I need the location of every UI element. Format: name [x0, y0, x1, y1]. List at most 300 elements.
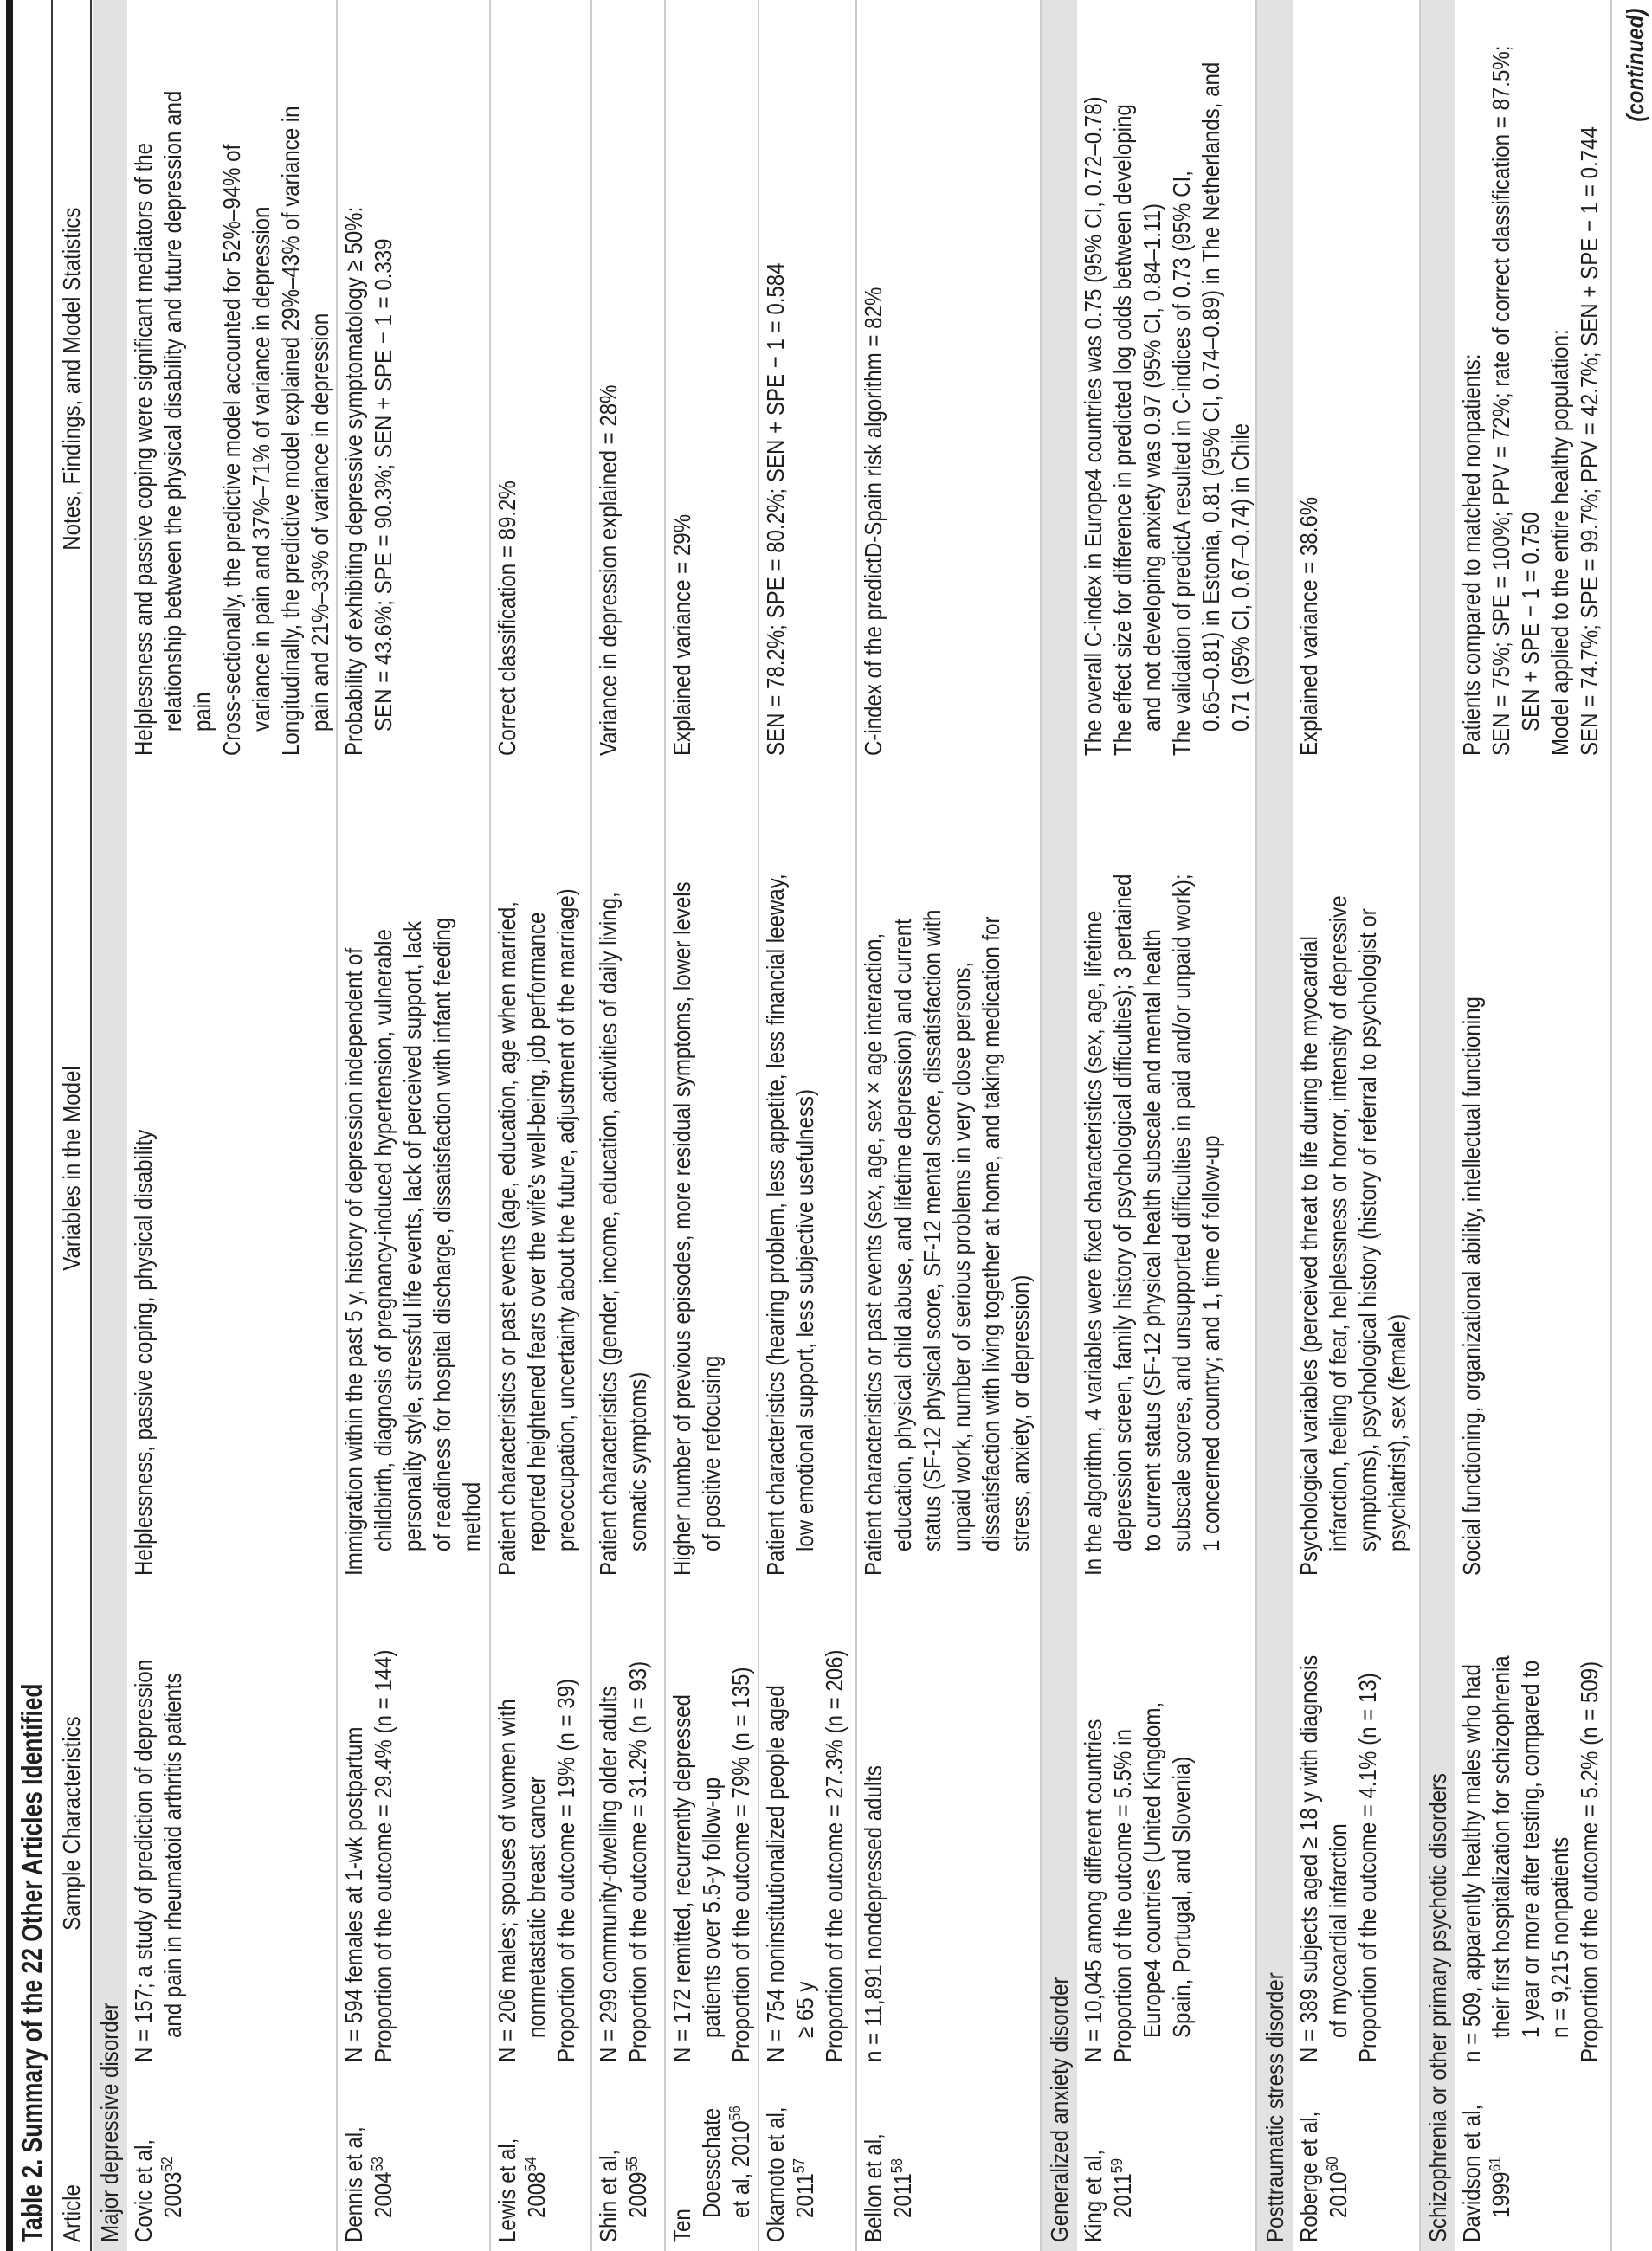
article-text-part: 2010: [1325, 2171, 1352, 2218]
cell-text: Patients compared to matched nonpatients:: [1458, 353, 1485, 756]
notes-cell: [339, 117, 398, 756]
cell-line: [276, 0, 306, 756]
cell-text: of positive refocusing: [698, 1355, 725, 1551]
table-row: [666, 0, 759, 2251]
sample-cell: [129, 1594, 188, 2062]
sample-cell: [1079, 1648, 1197, 2062]
cell-line: [859, 1717, 888, 2062]
cell-line: [1006, 805, 1036, 1576]
cell-line: [217, 0, 247, 756]
article-line: [1108, 2134, 1138, 2242]
cell-line: [697, 769, 726, 1576]
cell-text: In the algorithm, 4 variables were fixed characteristics (sex, age, lifetime: [1080, 910, 1107, 1576]
cell-line: [668, 769, 697, 1576]
reference-number: 55: [623, 2157, 641, 2172]
cell-line: [623, 1596, 653, 2062]
article-cell: [1457, 2082, 1516, 2242]
cell-line: [522, 781, 552, 1576]
cell-text: Psychological variables (perceived threat to life during the myocardial: [1295, 936, 1322, 1576]
article-text: [369, 2157, 398, 2218]
cell-line: [493, 435, 522, 756]
table-row: [1077, 0, 1257, 2251]
cell-line: [1294, 455, 1324, 756]
cell-line: [697, 1603, 726, 2062]
cell-text: n = 9,215 nonpatients: [1546, 1836, 1573, 2038]
notes-cell: [594, 325, 623, 756]
article-line: [339, 2107, 369, 2242]
section-label: Posttraumatic stress disorder: [1262, 1972, 1288, 2242]
cell-text: reported heightened fears over the wife’s well-being, job performance: [523, 912, 550, 1551]
cell-text: The effect size for difference in predicted log odds between developing: [1109, 104, 1136, 756]
cell-line: [977, 805, 1006, 1576]
cell-text: Patient characteristics (gender, income, education, activities of daily living,: [595, 892, 622, 1576]
cell-text: Model applied to the entire healthy population:: [1546, 329, 1573, 756]
cell-line: [594, 781, 623, 1576]
notes-cell: [493, 435, 522, 756]
reference-number: 58: [888, 2157, 906, 2174]
cell-line: [726, 1603, 756, 2062]
column-header-sample: [53, 1584, 90, 2062]
cell-line: [1575, 1593, 1604, 2062]
cell-text: and pain in rheumatoid arthritis patients: [159, 1673, 186, 2038]
cell-line: [398, 815, 428, 1576]
article-line: [493, 2121, 522, 2242]
article-text-part: Ten: [668, 2209, 695, 2242]
article-cell: [859, 2116, 918, 2242]
article-line: [623, 2134, 653, 2242]
table-row: [127, 0, 338, 2251]
article-text-part: 2009: [624, 2171, 651, 2218]
cell-text: subscale scores, and unsupported difficulties in paid and/or unpaid work);: [1168, 874, 1195, 1551]
section-label: Schizophrenia or other primary psychotic disorders: [1424, 1772, 1451, 2242]
article-line: [697, 2087, 726, 2242]
cell-line: [623, 781, 653, 1576]
article-line: [859, 2116, 888, 2242]
variables-cell: [493, 781, 581, 1576]
article-text-part: 1999: [1487, 2171, 1514, 2218]
variables-cell: [339, 815, 487, 1576]
article-cell: [594, 2134, 653, 2242]
article-text-part: Shin et al,: [595, 2149, 622, 2242]
cell-line: [129, 1057, 158, 1576]
cell-line: [1353, 789, 1383, 1576]
cell-line: [247, 0, 276, 756]
article-line: [761, 2085, 791, 2242]
article-cell: [493, 2121, 552, 2242]
cell-line: [1516, 0, 1546, 756]
cell-text: 0.71 (95% CI, 0.67–0.74) in Chile: [1227, 422, 1254, 732]
cell-line: [1516, 1593, 1546, 2062]
cell-text: Social functioning, organizational ability, intellectual functioning: [1458, 997, 1485, 1576]
cell-line: [1294, 1589, 1324, 2062]
cell-line: [918, 805, 947, 1576]
cell-line: [129, 1594, 158, 2062]
cell-line: [158, 1594, 188, 2062]
reference-number: 57: [791, 2157, 808, 2174]
cell-text: nonmetastatic breast cancer: [523, 1776, 550, 2038]
cell-line: [1353, 1589, 1383, 2062]
article-line: [1324, 2090, 1353, 2242]
variables-cell: [1457, 902, 1487, 1576]
cell-line: [1079, 0, 1108, 756]
cell-line: [1226, 0, 1255, 756]
cell-line: [158, 0, 188, 756]
article-text-part: 2003: [159, 2171, 186, 2218]
article-text: [594, 2150, 623, 2242]
cell-line: [761, 759, 791, 1576]
cell-text: Immigration within the past 5 y, history of depression independent of: [340, 947, 367, 1576]
article-text: [761, 2106, 791, 2242]
header-bottom-rule: [90, 0, 92, 2251]
article-text-part: et al, 2010: [727, 2120, 754, 2218]
article-text: [1487, 2157, 1516, 2218]
reference-number: 52: [158, 2157, 176, 2172]
article-line: [1079, 2134, 1108, 2242]
cell-text: Patient characteristics or past events (age, education, age when married,: [494, 900, 520, 1576]
cell-line: [493, 1616, 522, 2062]
article-text-part: Doesschate: [698, 2107, 725, 2218]
cell-text: Spain, Portugal, and Slovenia): [1168, 1756, 1195, 2038]
sample-cell: [761, 1583, 849, 2062]
table-title-text: Table 2. Summary of the 22 Other Articles Identified: [16, 1683, 48, 2242]
cell-text: Probability of exhibiting depressive symptomatology ≥ 50%:: [340, 206, 367, 756]
sample-cell: [1457, 1593, 1604, 2062]
column-header-variables-text: Variables in the Model: [58, 1066, 85, 1272]
cell-line: [1324, 789, 1353, 1576]
cell-text: Higher number of previous episodes, more residual symptoms, lower levels: [668, 881, 695, 1576]
reference-number: 53: [369, 2157, 386, 2172]
cell-line: [1138, 0, 1167, 756]
cell-line: [1294, 789, 1324, 1576]
cell-line: [1487, 0, 1516, 756]
cell-line: [1108, 0, 1138, 756]
article-text: [1294, 2112, 1324, 2242]
cell-text: Explained variance = 29%: [668, 513, 695, 756]
cell-line: [888, 805, 918, 1576]
cell-line: [1457, 1593, 1487, 2062]
cell-text: unpaid work, number of serious problems in very close persons,: [948, 961, 975, 1551]
article-cell: [668, 2087, 756, 2242]
variables-cell: [1079, 764, 1226, 1576]
cell-text: patients over 5.5-y follow-up: [698, 1777, 725, 2038]
cell-line: [1546, 0, 1575, 756]
sample-cell: [1294, 1589, 1383, 2062]
variables-cell: [594, 781, 653, 1576]
cell-text: Proportion of the outcome = 4.1% (n = 13): [1354, 1673, 1381, 2062]
table-row: [491, 0, 592, 2251]
article-line: [129, 2123, 158, 2243]
notes-cell: [859, 210, 888, 756]
cell-text: dissatisfaction with living together at home, and taking medication for: [978, 916, 1004, 1551]
sample-cell: [339, 1583, 398, 2062]
section-header: [1042, 0, 1077, 2251]
cell-text: SEN = 75%; SPE = 100%; PPV = 72%; rate of correct classification = 87.5%;: [1487, 45, 1514, 756]
cell-text: SEN = 43.6%; SPE = 90.3%; SEN + SPE − 1 = 0.339: [370, 238, 397, 732]
cell-text: The validation of predictA resulted in C-indices of 0.73 (95% CI,: [1168, 171, 1195, 756]
table-row: [759, 0, 857, 2251]
cell-line: [947, 805, 977, 1576]
cell-line: [594, 325, 623, 756]
cell-line: [859, 805, 888, 1576]
cell-text: somatic symptoms): [624, 1371, 651, 1551]
cell-text: SEN + SPE − 1 = 0.750: [1517, 512, 1544, 732]
cell-line: [369, 1583, 398, 2062]
cell-text: C-index of the predictD-Spain risk algorithm = 82%: [860, 287, 887, 756]
cell-text: low emotional support, less subjective usefulness): [791, 1088, 818, 1551]
cell-text: Proportion of the outcome = 29.4% (n = 144): [370, 1649, 397, 2062]
cell-line: [1457, 902, 1487, 1576]
notes-cell: [761, 183, 791, 756]
cell-text: 0.65–0.81) in Estonia, 0.81 (95% CI, 0.74–0.89) in The Netherlands, and: [1197, 61, 1224, 732]
article-text-part: Lewis et al,: [494, 2138, 520, 2242]
article-text-part: 2011: [1109, 2173, 1136, 2218]
cell-line: [668, 474, 697, 756]
cell-text: N = 10,045 among different countries: [1080, 1719, 1107, 2062]
cell-text: of readiness for hospital discharge, dissatisfaction with infant feeding: [429, 917, 455, 1551]
continued-note: [1621, 9, 1650, 140]
cell-text: depression screen, family history of psychological difficulties); 3 pertained: [1109, 874, 1136, 1551]
cell-line: [1487, 1593, 1516, 2062]
cell-text: their first hospitalization for schizophrenia: [1487, 1655, 1514, 2038]
cell-line: [791, 759, 820, 1576]
cell-line: [594, 1596, 623, 2062]
table-body: [93, 0, 1612, 2251]
article-line: [594, 2134, 623, 2242]
article-text-part: 2011: [889, 2173, 916, 2218]
cell-line: [761, 1583, 791, 2062]
section-header: [1421, 0, 1455, 2251]
article-text: [1079, 2150, 1108, 2242]
article-text: [623, 2157, 653, 2218]
table-row: [338, 0, 491, 2251]
cell-text: Variance in depression explained = 28%: [595, 384, 622, 756]
variables-cell: [859, 805, 1036, 1576]
cell-text: relationship between the physical disability and future depression and: [159, 90, 186, 732]
cell-text: Helplessness and passive coping were significant mediators of the: [130, 142, 157, 756]
article-text: [1457, 2105, 1487, 2242]
cell-line: [457, 815, 487, 1576]
cell-text: Europe4 countries (United Kingdom,: [1139, 1701, 1165, 2038]
article-text: [493, 2138, 522, 2242]
article-text: [726, 2106, 756, 2218]
reference-number: 54: [522, 2157, 539, 2172]
cell-line: [1138, 764, 1167, 1576]
cell-line: [339, 815, 369, 1576]
notes-cell: [1457, 0, 1604, 756]
cell-line: [1575, 0, 1604, 756]
cell-line: [1324, 1589, 1353, 2062]
cell-line: [369, 117, 398, 756]
table-row: [592, 0, 666, 2251]
article-line: [888, 2116, 918, 2242]
article-cell: [339, 2107, 398, 2242]
section-header: [1257, 0, 1293, 2251]
cell-text: symptoms), psychological history (history of referral to psychologist or: [1354, 908, 1381, 1551]
article-text: [1324, 2157, 1353, 2218]
variables-cell: [1294, 789, 1412, 1576]
cell-line: [668, 1603, 697, 2062]
article-text-part: 2008: [523, 2171, 550, 2218]
cell-line: [188, 0, 217, 756]
cell-text: n = 11,891 nondepressed adults: [860, 1765, 887, 2062]
article-cell: [1079, 2134, 1138, 2242]
cell-line: [859, 210, 888, 756]
cell-line: [1167, 1648, 1197, 2062]
notes-cell: [668, 474, 697, 756]
article-line: [158, 2123, 188, 2243]
article-text: [668, 2209, 697, 2242]
cell-text: Explained variance = 38.6%: [1295, 496, 1322, 756]
article-cell: [129, 2123, 188, 2243]
notes-cell: [129, 0, 335, 756]
column-header-sample-text: Sample Characteristics: [58, 1716, 85, 1931]
cell-text: pain and 21%–33% of variance in depression: [307, 313, 333, 732]
cell-line: [820, 1583, 849, 2062]
cell-text: Proportion of the outcome = 19% (n = 39): [552, 1678, 579, 2062]
article-text-part: Okamoto et al,: [762, 2106, 789, 2242]
cell-line: [552, 1616, 581, 2062]
article-text-part: Davidson et al,: [1458, 2104, 1485, 2242]
cell-text: psychiatrist), sex (female): [1384, 1313, 1410, 1551]
article-line: [522, 2121, 552, 2242]
article-line: [1487, 2082, 1516, 2242]
reference-number: 56: [726, 2106, 744, 2121]
cell-text: of myocardial infarction: [1325, 1823, 1352, 2038]
article-text: [888, 2158, 918, 2218]
article-line: [1294, 2090, 1324, 2242]
article-line: [726, 2087, 756, 2242]
section-label: Generalized anxiety disorder: [1046, 1977, 1073, 2242]
sample-cell: [859, 1717, 888, 2062]
article-text-part: Dennis et al,: [340, 2126, 367, 2242]
cell-text: infarction, feeling of fear, helplessness or horror, intensity of depressive: [1325, 895, 1352, 1551]
cell-text: N = 389 subjects aged ≥ 18 y with diagnosis: [1295, 1654, 1322, 2062]
cell-line: [369, 815, 398, 1576]
cell-line: [339, 1583, 369, 2062]
reference-number: 61: [1487, 2157, 1504, 2172]
cell-line: [339, 117, 369, 756]
cell-text: stress, anxiety, or depression): [1007, 1274, 1034, 1551]
cell-text: Longitudinally, the predictive model explained 29%–43% of variance in: [277, 106, 304, 756]
cell-text: 1 concerned country; and 1, time of follow-up: [1197, 1135, 1224, 1551]
article-line: [668, 2087, 697, 2242]
notes-cell: [1079, 0, 1255, 756]
cell-line: [1079, 1648, 1108, 2062]
cell-line: [1546, 1593, 1575, 2062]
cell-text: education, physical child abuse, and lifetime depression) and current: [889, 919, 916, 1551]
cell-line: [791, 1583, 820, 2062]
cell-text: and not developing anxiety was 0.97 (95% CI, 0.84–1.11): [1139, 203, 1165, 732]
cell-text: status (SF-12 physical score, SF-12 mental score, dissatisfaction with: [919, 909, 945, 1551]
article-text: [158, 2157, 188, 2218]
article-text-part: Roberge et al,: [1295, 2111, 1322, 2242]
cell-text: Proportion of the outcome = 31.2% (n = 93): [624, 1661, 651, 2062]
sample-cell: [493, 1616, 581, 2062]
cell-line: [1457, 0, 1487, 756]
column-header-article-text: Article: [58, 2184, 85, 2242]
cell-text: Patient characteristics (hearing problem, less appetite, less financial leeway,: [762, 874, 789, 1576]
cell-line: [1383, 789, 1412, 1576]
article-text: [791, 2158, 820, 2218]
cell-line: [129, 0, 158, 756]
cell-line: [761, 183, 791, 756]
cell-text: The overall C-index in Europe4 countries was 0.75 (95% CI, 0.72–0.78): [1080, 96, 1107, 756]
article-text: [339, 2126, 369, 2242]
variables-cell: [129, 1057, 158, 1576]
article-text: [1108, 2158, 1138, 2218]
sample-cell: [668, 1603, 756, 2062]
article-text: [129, 2139, 158, 2242]
cell-text: N = 172 remitted, recurrently depressed: [668, 1694, 695, 2062]
cell-text: childbirth, diagnosis of pregnancy-induced hypertension, vulnerable: [370, 929, 397, 1551]
article-line: [369, 2107, 398, 2242]
article-text: [522, 2157, 552, 2218]
table-row: [1455, 0, 1612, 2251]
cell-line: [306, 0, 335, 756]
cell-text: method: [458, 1481, 485, 1551]
article-line: [1457, 2082, 1487, 2242]
cell-line: [1197, 764, 1226, 1576]
cell-text: N = 299 community-dwelling older adults: [595, 1686, 622, 2062]
article-cell: [761, 2085, 820, 2242]
cell-text: to current status (SF-12 physical health subscale and mental health: [1139, 929, 1165, 1551]
cell-text: N = 206 males; spouses of women with: [494, 1699, 520, 2062]
article-cell: [1294, 2090, 1353, 2242]
cell-text: Proportion of the outcome = 79% (n = 135): [727, 1667, 754, 2062]
article-text: [697, 2108, 726, 2218]
cell-text: preoccupation, uncertainty about the future, adjustment of the marriage): [552, 888, 579, 1551]
cell-text: pain: [189, 692, 216, 732]
cell-line: [1108, 1648, 1138, 2062]
cell-line: [428, 815, 457, 1576]
cell-text: Proportion of the outcome = 27.3% (n = 206): [821, 1649, 848, 2062]
cell-text: ≥ 65 y: [791, 1981, 818, 2038]
cell-line: [1167, 0, 1197, 756]
cell-line: [1167, 764, 1197, 1576]
cell-text: SEN = 78.2%; SPE = 80.2%; SEN + SPE − 1 = 0.584: [762, 262, 789, 756]
cell-text: N = 594 females at 1-wk postpartum: [340, 1726, 367, 2062]
cell-line: [1079, 764, 1108, 1576]
cell-text: N = 157; a study of prediction of depression: [130, 1659, 157, 2062]
cell-text: Correct classification = 89.2%: [494, 481, 520, 756]
cell-text: Patient characteristics or past events (sex, age, sex × age interaction,: [860, 932, 887, 1576]
cell-text: Cross-sectionally, the predictive model accounted for 52%–94% of: [218, 144, 245, 756]
article-text-part: 2004: [370, 2171, 397, 2218]
table-row: [1293, 0, 1421, 2251]
cell-text: variance in pain and 37%–71% of variance in depression: [248, 206, 274, 732]
article-text-part: 2011: [791, 2173, 818, 2218]
article-line: [791, 2085, 820, 2242]
continued-text: (continued): [1622, 9, 1649, 123]
cell-text: 1 year or more after testing, compared to: [1517, 1660, 1544, 2038]
cell-line: [1138, 1648, 1167, 2062]
cell-text: Proportion of the outcome = 5.5% in: [1109, 1729, 1136, 2062]
cell-line: [552, 781, 581, 1576]
cell-line: [493, 781, 522, 1576]
cell-line: [1197, 0, 1226, 756]
cell-text: Helplessness, passive coping, physical disability: [130, 1129, 157, 1576]
cell-text: SEN = 74.7%; SPE = 99.7%; PPV = 42.7%; SEN + SPE − 1 = 0.744: [1576, 126, 1603, 756]
cell-text: Proportion of the outcome = 5.2% (n = 509): [1576, 1661, 1603, 2062]
notes-cell: [1294, 455, 1324, 756]
article-text-part: Bellon et al,: [860, 2133, 887, 2242]
cell-text: personality style, stressful life events, lack of perceived support, lack: [399, 920, 426, 1551]
cell-line: [522, 1616, 552, 2062]
cell-line: [1108, 764, 1138, 1576]
variables-cell: [668, 769, 726, 1576]
cell-text: N = 754 noninstitutionalized people aged: [762, 1685, 789, 2062]
column-header-notes: [53, 3, 90, 756]
